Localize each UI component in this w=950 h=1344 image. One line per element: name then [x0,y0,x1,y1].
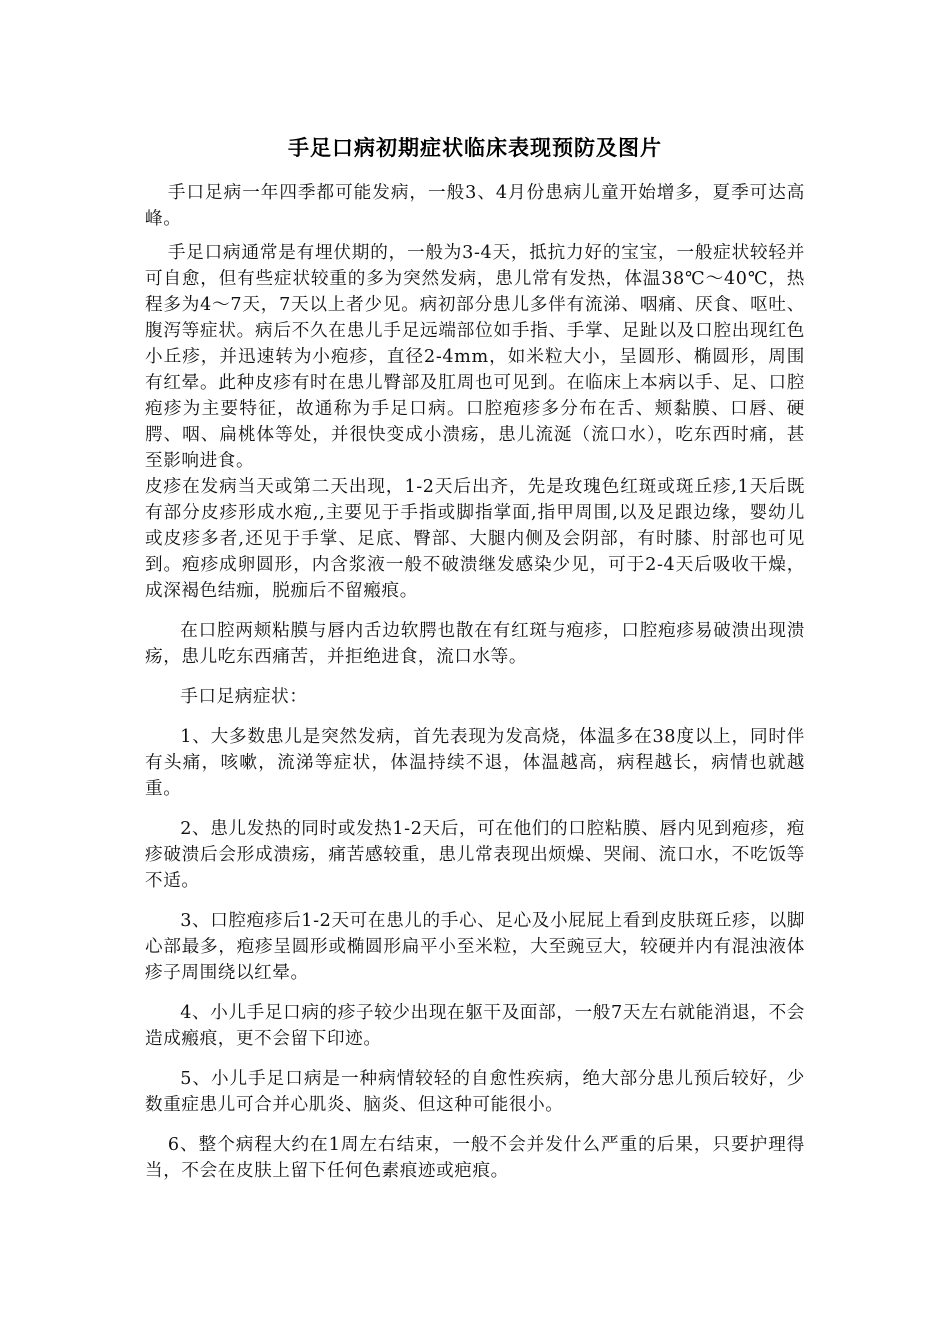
document-title: 手足口病初期症状临床表现预防及图片 [288,136,662,160]
document-body [145,180,805,1192]
paragraph-incubation: 手足口病通常是有埋伏期的，一般为3-4天，抵抗力好的宝宝，一般症状较轻并可自愈，但有些症状较重的多为突然发病，患儿常有发热，体温38℃～40℃，热程多为4～7天，7天以上者少见。病初部分患儿多伴有流涕、咽痛、厌食、呕吐、腹泻等症状。病后不久在患儿手足远端部位如手指、手掌、足趾以及口腔出现红色小丘疹，并迅速转为小疱疹，直径2-4mm，如米粒大小，呈圆形、椭圆形，周围有红晕。此种皮疹有时在患儿臀部及肛周也可见到。在临床上本病以手、足、口腔疱疹为主要特征，故通称为手足口病。口腔疱疹多分布在舌、颊黏膜、口唇、硬腭、咽、扁桃体等处，并很快变成小溃疡，患儿流涎（流口水），吃东西时痛，甚至影响进食。 [145,243,805,471]
symptom-item-4: 4、小儿手足口病的疹子较少出现在躯干及面部，一般7天左右就能消退，不会造成瘢痕，更不会留下印迹。 [145,1003,805,1049]
symptom-item-5: 5、小儿手足口病是一种病情较轻的自愈性疾病，绝大部分患儿预后较好，少数重症患儿可合并心肌炎、脑炎、但这种可能很小。 [145,1069,805,1115]
paragraph-symptoms-heading: 手口足病症状： [180,687,308,707]
symptom-item-3: 3、口腔疱疹后1-2天可在患儿的手心、足心及小屁屁上看到皮肤斑丘疹，以脚心部最多，疱疹呈圆形或椭圆形扁平小至米粒，大至豌豆大，较硬并内有混浊液体疹子周围绕以红晕。 [145,911,805,983]
symptom-item-1: 1、大多数患儿是突然发病，首先表现为发高烧，体温多在38度以上，同时伴有头痛，咳嗽，流涕等症状，体温持续不退，体温越高，病程越长，病情也就越重。 [145,727,805,799]
paragraph-intro: 手口足病一年四季都可能发病，一般3、4月份患病儿童开始增多，夏季可达高峰。 [145,183,805,229]
paragraph-oral: 在口腔两颊粘膜与唇内舌边软腭也散在有红斑与疱疹，口腔疱疹易破溃出现溃疡，患儿吃东西痛苦，并拒绝进食，流口水等。 [145,621,805,667]
symptom-item-6: 6、整个病程大约在1周左右结束，一般不会并发什么严重的后果，只要护理得当，不会在皮肤上留下任何色素痕迹或疤痕。 [145,1135,805,1181]
symptom-item-2: 2、患儿发热的同时或发热1-2天后，可在他们的口腔粘膜、唇内见到疱疹，疱疹破溃后会形成溃疡，痛苦感较重，患儿常表现出烦燥、哭闹、流口水，不吃饭等不适。 [145,819,805,891]
paragraph-rash: 皮疹在发病当天或第二天出现，1-2天后出齐，先是玫瑰色红斑或斑丘疹,1天后既有部分皮疹形成水疱,,主要见于手指或脚指掌面,指甲周围,以及足跟边缘，婴幼儿或皮疹多者,还见于手掌、足底、臀部、大腿内侧及会阴部，有时膝、肘部也可见到。疱疹成卵圆形，内含浆液一般不破溃继发感染少见，可于2-4天后吸收干燥，成深褐色结痂，脱痂后不留瘢痕。 [145,477,805,601]
